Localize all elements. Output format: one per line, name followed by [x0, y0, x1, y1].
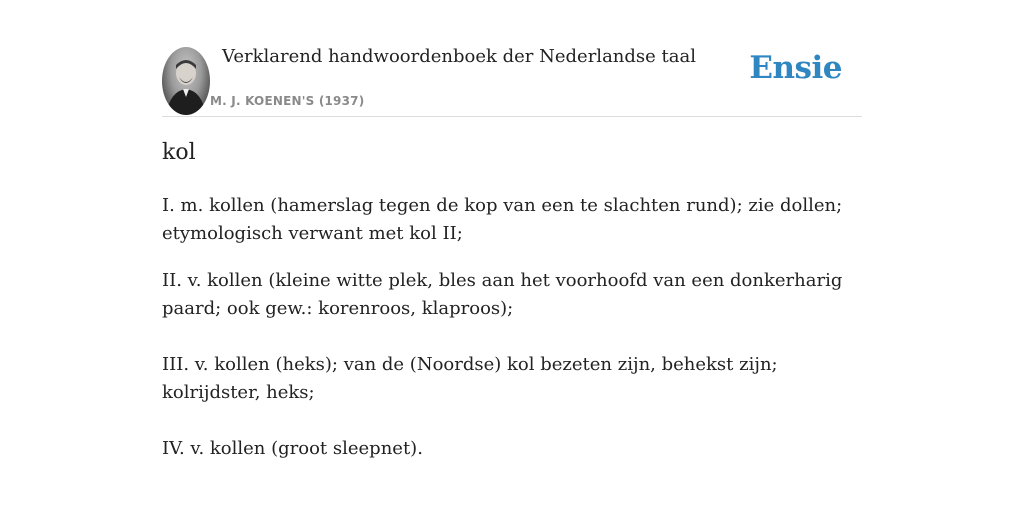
headword: kol [162, 140, 196, 165]
definition-item: IV. v. kollen (groot sleepnet). [162, 438, 423, 459]
definition-item: I. m. kollen (hamerslag tegen de kop van een te slachten rund); zie dollen; etymologisch verwant met kol II; [162, 195, 843, 244]
book-header [162, 0, 862, 117]
definition-item: III. v. kollen (heks); van de (Noordse) kol bezeten zijn, behekst zijn; kolrijdster, heks; [162, 354, 778, 403]
author-portrait-image [162, 47, 210, 115]
ensie-logo-link[interactable]: Ensie [749, 50, 842, 86]
book-author: M. J. KOENEN'S (1937) [210, 94, 365, 108]
definition-item: II. v. kollen (kleine witte plek, bles aan het voorhoofd van een donkerharig paard; ook gew.: korenroos, klaproos); [162, 270, 843, 319]
book-title: Verklarend handwoordenboek der Nederlandse taal [222, 46, 696, 67]
author-portrait [162, 47, 210, 115]
definition-list [162, 192, 862, 463]
